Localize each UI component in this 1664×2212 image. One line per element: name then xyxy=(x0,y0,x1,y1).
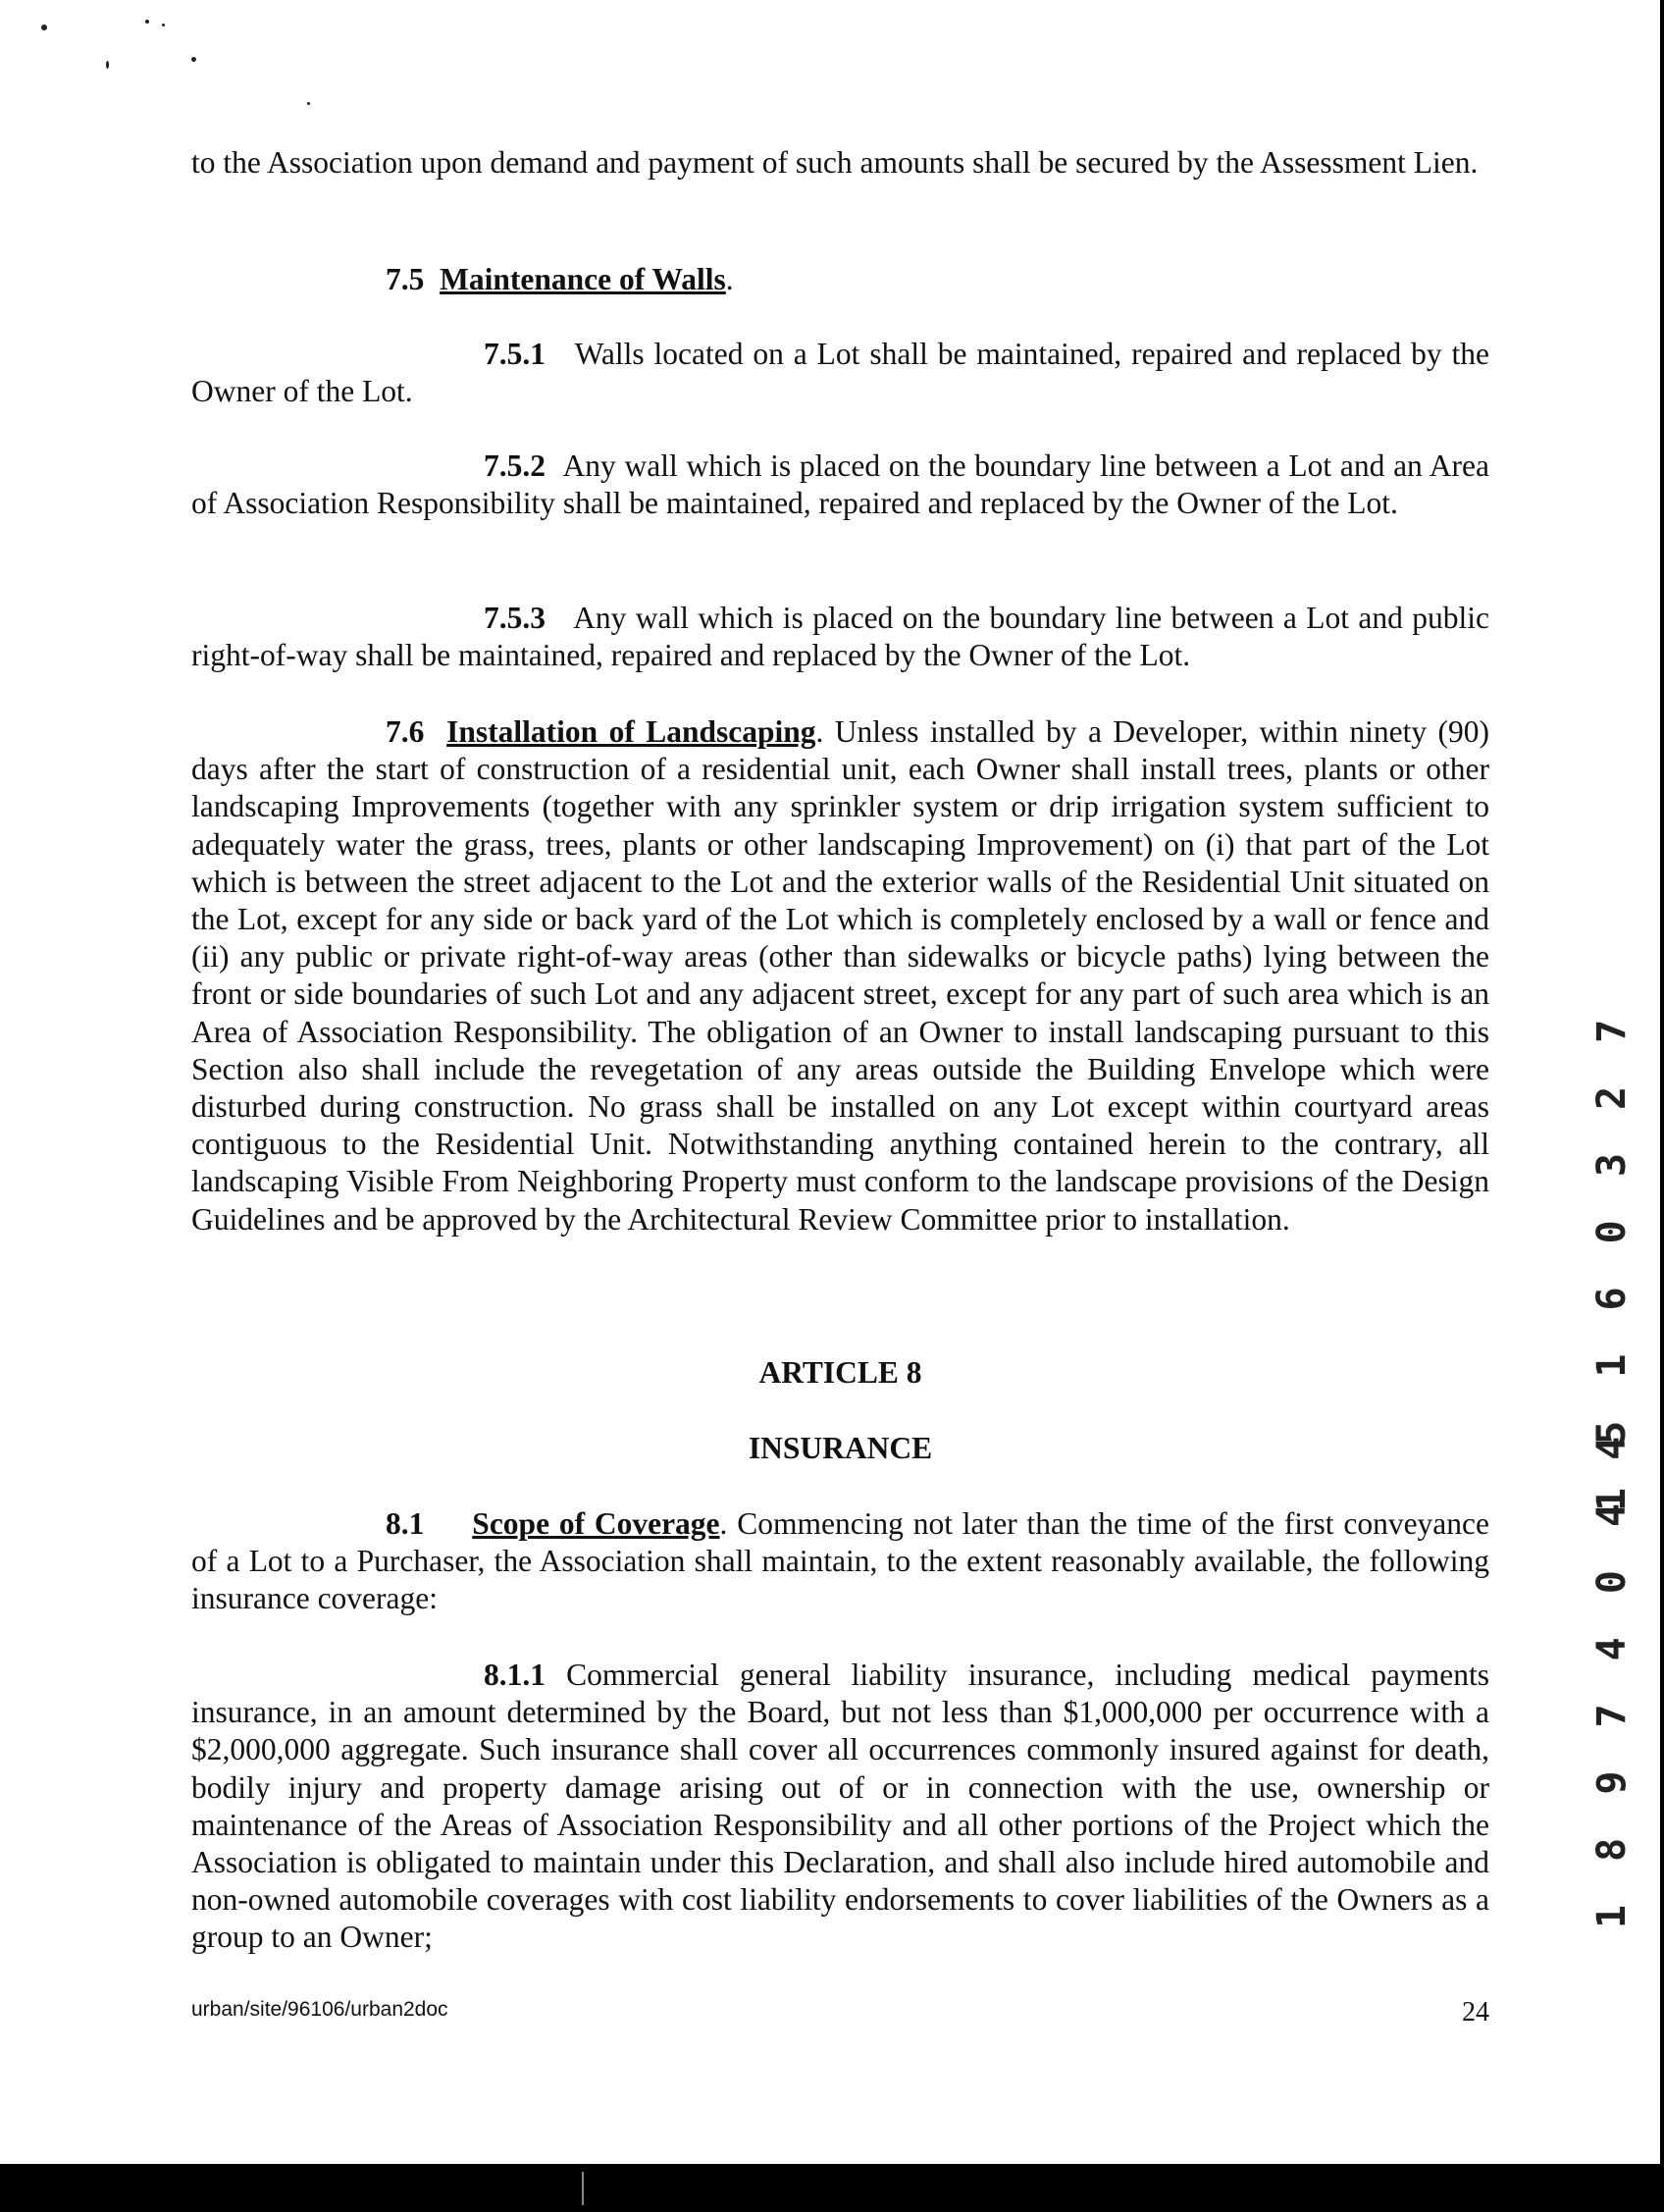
scan-speck xyxy=(145,20,149,24)
scan-mark xyxy=(582,2172,584,2205)
section-number: 7.5.3 xyxy=(484,601,546,635)
page-number: 24 xyxy=(1462,1997,1489,2028)
scan-speck xyxy=(191,57,196,62)
section-number: 7.5.2 xyxy=(484,448,546,483)
footer-document-path: urban/site/96106/urban2doc xyxy=(191,1998,448,2021)
section-number: 7.5 xyxy=(386,262,425,296)
recording-stamp-upper: 1 5 1 6 0 3 2 7 xyxy=(1589,1009,1635,1511)
scan-bottom-border xyxy=(0,2164,1664,2212)
section-number: 7.5.1 xyxy=(484,337,546,371)
section-7-5-2-paragraph: 7.5.2 Any wall which is placed on the boundary line between a Lot and an Area of Association Responsibility shall be maintained, repaired and replaced by the Owner of the Lot. xyxy=(191,448,1490,521)
article-title: INSURANCE xyxy=(748,1431,933,1465)
section-7-6-paragraph: 7.6 Installation of Landscaping. Unless installed by a Developer, within ninety (90) days after the start of construction of a residential unit, each Owner shall install trees, plants or other landscaping Improvements (together with any sprinkler system or drip irrigation system sufficient to adequately water the grass, trees, plants or other landscaping Improvement) on (i) that part of the Lot which is between the street adjacent to the Lot and the exterior walls of the Residential Unit situated on the Lot, except for any side or back yard of the Lot which is completely enclosed by a wall or fence and (ii) any public or private right-of-way areas (other than sidewalks or bicycle paths) lying between the front or side boundaries of such Lot and any adjacent street, except for any part of such area which is an Area of Association Responsibility. The obligation of an Owner to install landscaping pursuant to this Section also shall include the revegetation of any areas outside the Building Envelope which were disturbed during construction. No grass shall be installed on any Lot except within courtyard areas contiguous to the Residential Unit. Notwithstanding anything contained herein to the contrary, all landscaping Visible From Neighboring Property must conform to the landscape provisions of the Design Guidelines and be approved by the Architectural Review Committee prior to installation. xyxy=(191,714,1489,1237)
continuation-paragraph: to the Association upon demand and payment of such amounts shall be secured by the Assessment Lien. xyxy=(191,145,1479,180)
scan-speck xyxy=(162,24,165,26)
section-number: 8.1.1 xyxy=(484,1658,546,1692)
scan-edge xyxy=(1660,0,1664,2164)
section-7-5-3-paragraph: 7.5.3 Any wall which is placed on the boundary line between a Lot and public right-of-way shall be maintained, repaired and replaced by the Owner of the Lot. xyxy=(191,601,1489,673)
section-7-5-1-paragraph: 7.5.1 Walls located on a Lot shall be maintained, repaired and replaced by the Owner of the Lot. xyxy=(191,337,1489,409)
recording-stamp-lower: 1 8 9 7 4 0 4 4 xyxy=(1589,1426,1635,1928)
section-title: Installation of Landscaping xyxy=(446,714,816,749)
article-label: ARTICLE 8 xyxy=(758,1355,922,1390)
section-number: 8.1 xyxy=(386,1506,425,1541)
section-title: Scope of Coverage xyxy=(472,1506,720,1541)
section-7-5-heading: 7.5 Maintenance of Walls. xyxy=(386,262,734,296)
scan-speck xyxy=(307,102,310,105)
section-title: Maintenance of Walls xyxy=(440,262,726,296)
section-8-1-1-paragraph: 8.1.1 Commercial general liability insurance, including medical payments insurance, in an amount determined by the Board, but not less than $1,000,000 per occurrence with a $2,000,000 aggregate. Such insurance shall cover all occurrences commonly insured against for death, bodily injury and property damage arising out of or in connection with the use, ownership or maintenance of the Areas of Association Responsibility and all other portions of the Project which the Association is obligated to maintain under this Declaration, and shall also include hired automobile and non-owned automobile coverages with cost liability endorsements to cover liabilities of the Owners as a group to an Owner; xyxy=(191,1658,1489,1955)
scan-speck xyxy=(106,61,109,69)
section-number: 7.6 xyxy=(386,714,425,749)
scan-speck xyxy=(41,25,47,30)
section-8-1-paragraph: 8.1 Scope of Coverage. Commencing not later than the time of the first conveyance of a Lot to a Purchaser, the Association shall maintain, to the extent reasonably available, the following insurance coverage: xyxy=(191,1506,1490,1616)
